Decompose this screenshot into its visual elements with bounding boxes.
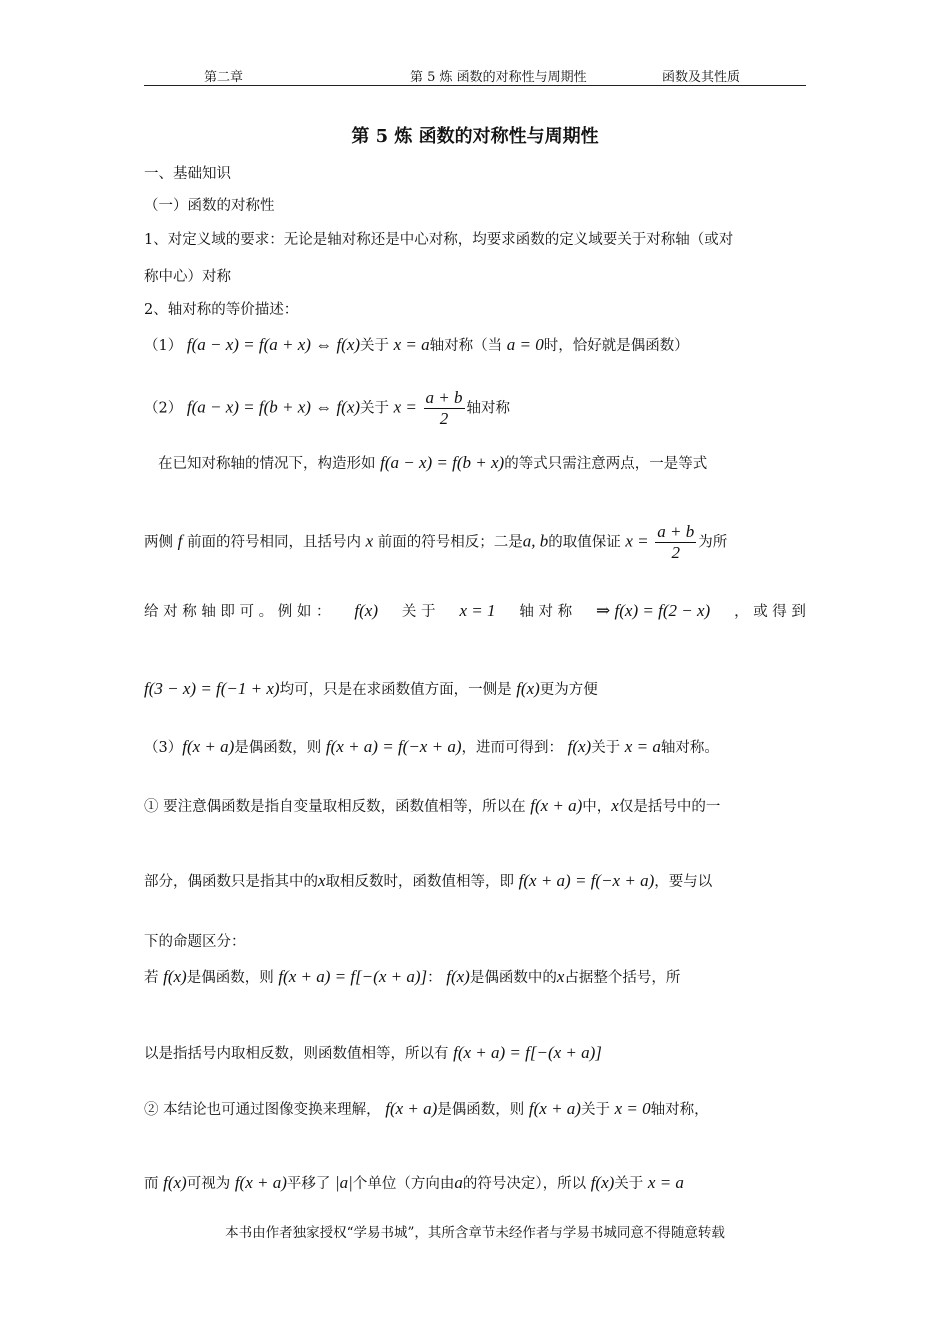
text-span: 仅是括号中的一 bbox=[618, 799, 721, 815]
math-expression: f(a − x) = f(a + x) ⇔ f(x) bbox=[186, 335, 361, 354]
math-expression: x bbox=[611, 796, 619, 815]
math-expression: a, b bbox=[522, 531, 549, 551]
text-span: 轴对称 bbox=[466, 400, 511, 417]
text-span: ① 要注意偶函数是指自变量取相反数，函数值相等，所以在 bbox=[144, 799, 526, 815]
text-span: 可视为 bbox=[186, 1176, 231, 1192]
fraction-numerator: a + b bbox=[657, 522, 695, 541]
text-span: 的取值保证 bbox=[548, 534, 621, 551]
paragraph-line bbox=[144, 522, 727, 563]
math-expression: x = a bbox=[624, 737, 661, 756]
text-span: 时，恰好就是偶函数） bbox=[543, 338, 689, 354]
fraction-numerator: a + b bbox=[425, 388, 463, 407]
copyright-footer: 本书由作者独家授权“学易书城”，其所含章节未经作者与学易书城同意不得随意转载 bbox=[225, 1225, 725, 1241]
text-span: 是偶函数，则 bbox=[437, 1102, 525, 1118]
paragraph-line bbox=[144, 966, 680, 987]
text-span: 关于 bbox=[360, 400, 390, 417]
text-span: 的等式只需注意两点，一是等式 bbox=[504, 456, 708, 472]
text-span: 两侧 bbox=[144, 534, 173, 551]
section-heading: 一、基础知识 bbox=[144, 166, 231, 182]
math-expression: f(x + a) bbox=[528, 1099, 581, 1118]
math-expression: x = a bbox=[393, 335, 430, 354]
math-expression: f(x + a) bbox=[234, 1173, 287, 1192]
math-expression: f(x + a) = f(−x + a) bbox=[518, 871, 655, 890]
text-span: 取相反数时，函数值相等，即 bbox=[325, 874, 515, 890]
item-number: （1） bbox=[144, 338, 183, 354]
paragraph-line: 1、对定义域的要求：无论是轴对称还是中心对称，均要求函数的定义域要关于对称轴（或对 bbox=[144, 232, 734, 248]
text-span: 给 对 称 轴 即 可 。 例 如 ： bbox=[144, 604, 331, 620]
math-expression: x = 0 bbox=[614, 1099, 651, 1118]
math-expression: ⇒ f(x) = f(2 − x) bbox=[596, 600, 711, 620]
math-expression: f(x + a) bbox=[530, 796, 583, 815]
math-expression: f(x) bbox=[163, 967, 187, 986]
item-number: （3） bbox=[144, 740, 183, 756]
page-title: 第 5 炼 函数的对称性与周期性 bbox=[351, 126, 599, 147]
text-span: 若 bbox=[144, 970, 159, 986]
math-expression: f(x + a) bbox=[182, 737, 235, 756]
text-span: 是偶函数中的 bbox=[469, 970, 557, 986]
text-span: 是偶函数，则 bbox=[186, 970, 274, 986]
paragraph-line: 称中心）对称 bbox=[144, 269, 231, 285]
math-expression: f(x) bbox=[516, 679, 540, 698]
math-expression: f(a − x) = f(b + x) ⇔ f(x) bbox=[186, 397, 361, 417]
text-span: 关于 bbox=[360, 338, 390, 354]
math-expression: f(x + a) = f[−(x + a)] bbox=[278, 967, 428, 986]
math-expression: f(x) bbox=[446, 967, 470, 986]
text-span: 以是指括号内取相反数，则函数值相等，所以有 bbox=[144, 1046, 449, 1062]
text-span: 更为方便 bbox=[539, 682, 598, 698]
text-span: 占据整个括号，所 bbox=[564, 970, 681, 986]
math-expression: f(x) bbox=[590, 1173, 615, 1192]
paragraph-line: 下的命题区分： bbox=[144, 934, 246, 950]
text-span: 轴对称（当 bbox=[429, 338, 503, 354]
text-span: 平移了 bbox=[286, 1176, 331, 1192]
math-expression: x bbox=[556, 967, 565, 986]
text-span: ② 本结论也可通过图像变换来理解， bbox=[144, 1102, 381, 1118]
math-expression: a bbox=[454, 1173, 463, 1192]
math-expression: f(3 − x) = f(−1 + x) bbox=[144, 679, 280, 698]
text-span: 个单位（方向由 bbox=[352, 1176, 455, 1192]
text-span: 为所 bbox=[698, 534, 728, 551]
paragraph-line: 2、轴对称的等价描述： bbox=[144, 302, 299, 318]
math-expression: x bbox=[365, 531, 374, 551]
math-expression: f(x) bbox=[354, 600, 378, 620]
text-span: 是偶函数，则 bbox=[234, 740, 322, 756]
paragraph-line bbox=[144, 1172, 684, 1193]
math-expression: x = a bbox=[647, 1173, 684, 1192]
math-expression: f(x) bbox=[567, 737, 592, 756]
text-span: ： bbox=[427, 970, 442, 986]
text-span: 的符号决定），所以 bbox=[462, 1176, 587, 1192]
text-span: 关 于 bbox=[401, 604, 436, 620]
text-span: 轴 对 称 bbox=[519, 604, 573, 620]
math-expression: x = bbox=[393, 397, 417, 417]
item-number: （2） bbox=[144, 400, 183, 417]
paragraph-line bbox=[144, 870, 712, 891]
math-expression: f bbox=[177, 531, 183, 551]
math-expression: f(a − x) = f(b + x) bbox=[380, 453, 505, 472]
text-span: 在已知对称轴的情况下，构造形如 bbox=[158, 456, 376, 472]
math-expression: x bbox=[318, 871, 326, 890]
text-span: 部分，偶函数只是指其中的 bbox=[144, 874, 318, 890]
formula-line-1 bbox=[144, 334, 689, 355]
text-span: ，要与以 bbox=[654, 874, 713, 890]
header-lesson: 第 5 炼 函数的对称性与周期性 bbox=[410, 70, 587, 85]
text-span: 关于 bbox=[591, 740, 621, 756]
text-span: 轴对称。 bbox=[660, 740, 719, 756]
fraction-denominator: 2 bbox=[439, 409, 449, 428]
fraction-denominator: 2 bbox=[671, 543, 680, 562]
formula-line-2 bbox=[144, 388, 510, 429]
math-expression: x = bbox=[625, 531, 649, 551]
text-span: ， 或 得 到 bbox=[734, 604, 806, 620]
subsection-heading: （一）函数的对称性 bbox=[144, 198, 275, 214]
text-span: 而 bbox=[144, 1176, 159, 1192]
text-span: 前面的符号相反；二是 bbox=[377, 534, 523, 551]
math-expression: a = 0 bbox=[506, 335, 544, 354]
text-span: ，进而可得到： bbox=[461, 740, 563, 756]
math-expression: f(x) bbox=[163, 1173, 187, 1192]
paragraph-line bbox=[144, 600, 806, 621]
text-span: 中， bbox=[582, 799, 612, 815]
math-expression: f(x + a) = f[−(x + a)] bbox=[453, 1043, 602, 1062]
paragraph-line bbox=[144, 795, 720, 816]
text-span: 关于 bbox=[614, 1176, 644, 1192]
text-span: 前面的符号相同，且括号内 bbox=[186, 534, 361, 551]
paragraph-line bbox=[144, 1042, 602, 1063]
fraction bbox=[655, 522, 696, 563]
header-chapter: 第二章 bbox=[204, 70, 244, 85]
paragraph-line bbox=[158, 452, 707, 473]
header-topic: 函数及其性质 bbox=[662, 70, 741, 85]
text-span: 轴对称， bbox=[650, 1102, 709, 1118]
math-expression: |a| bbox=[334, 1173, 353, 1192]
math-expression: f(x + a) = f(−x + a) bbox=[325, 737, 462, 756]
fraction bbox=[424, 388, 465, 429]
text-span: 均可，只是在求函数值方面，一侧是 bbox=[279, 682, 512, 698]
paragraph-line bbox=[144, 678, 598, 699]
math-expression: x = 1 bbox=[459, 600, 496, 620]
text-span: 关于 bbox=[580, 1102, 610, 1118]
header-divider bbox=[144, 85, 806, 86]
formula-line-3 bbox=[144, 736, 719, 757]
paragraph-line bbox=[144, 1098, 709, 1119]
math-expression: f(x + a) bbox=[385, 1099, 438, 1118]
